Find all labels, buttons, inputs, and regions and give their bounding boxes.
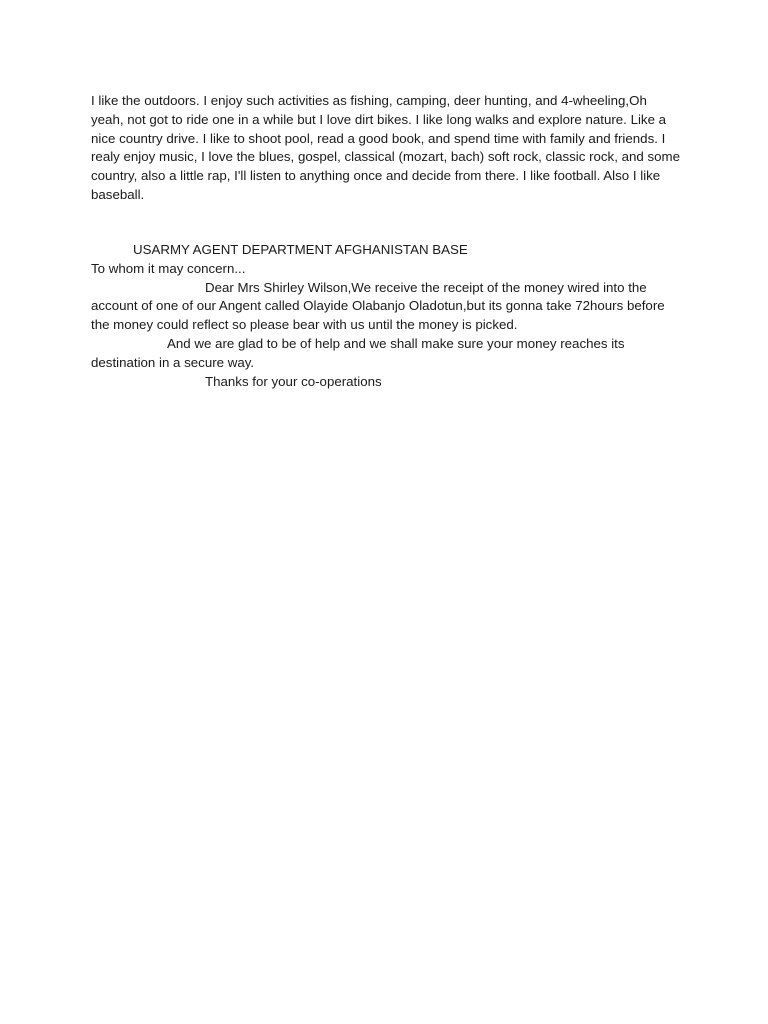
letter-heading: USARMY AGENT DEPARTMENT AFGHANISTAN BASE xyxy=(133,242,468,257)
letter-salutation: To whom it may concern... xyxy=(91,260,246,276)
letter-block xyxy=(91,241,681,391)
letter-body-paragraph-2: And we are glad to be of help and we shall make sure your money reaches its destination in a secure way. xyxy=(91,335,625,370)
letter-closing: Thanks for your co-operations xyxy=(205,373,382,389)
letter-body-paragraph-1: Dear Mrs Shirley Wilson,We receive the receipt of the money wired into the account of one of our Angent called Olayide Olabanjo Oladotun,but its gonna take 72hours before the money could reflect so please bear with us until the money is picked. xyxy=(91,279,665,333)
intro-paragraph: I like the outdoors. I enjoy such activities as fishing, camping, deer hunting, and 4-wheeling,Oh yeah, not got to ride one in a while but I love dirt bikes. I like long walks and explore nature. Like a nice country drive. I like to shoot pool, read a good book, and spend time with family and friends. I realy enjoy music, I love the blues, gospel, classical (mozart, bach) soft rock, classic rock, and some country, also a little rap, I'll listen to anything once and decide from there. I like football. Also I like baseball. xyxy=(91,93,680,202)
